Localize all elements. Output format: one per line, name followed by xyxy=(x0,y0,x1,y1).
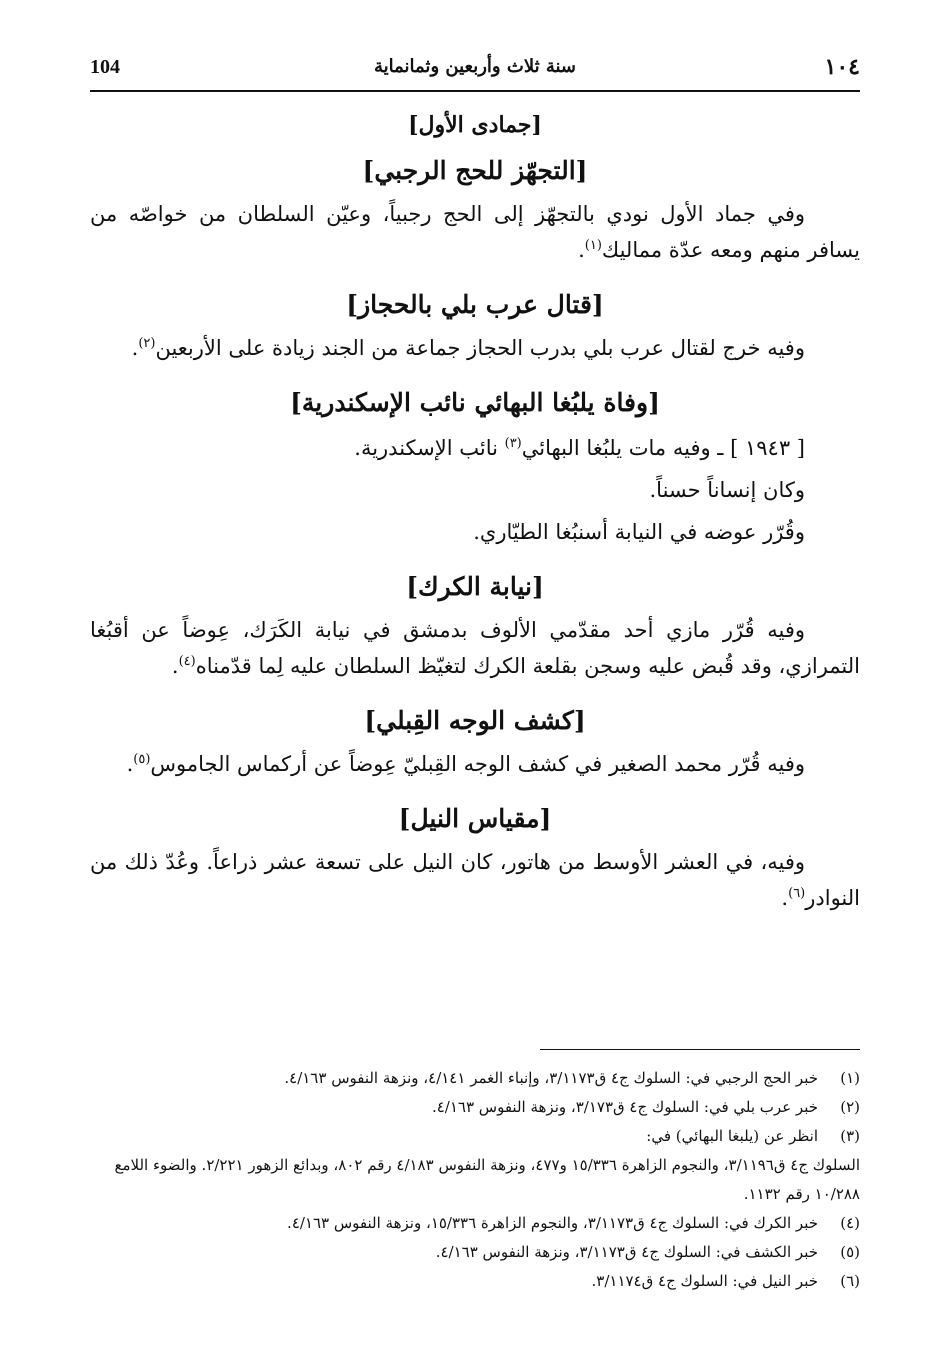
paragraph xyxy=(90,746,860,782)
paragraph-text: وكان إنساناً حسناً. xyxy=(649,478,805,502)
footnote-number: (٣) xyxy=(840,1127,860,1145)
page-number-latin: 104 xyxy=(90,56,120,78)
footnote-text: خبر عرب بلي في: السلوك ج٤ ق٣/١٧٣، ونزهة النفوس ٤/١٦٣. xyxy=(431,1098,818,1116)
footnote-separator xyxy=(540,1049,860,1050)
paragraph xyxy=(90,612,860,684)
paragraph-text: وقُرّر عوضه في النيابة أسنبُغا الطيّاري. xyxy=(473,520,805,544)
footnote-number: (٥) xyxy=(840,1243,860,1261)
page-number-arabic: ١٠٤ xyxy=(824,54,860,80)
running-header xyxy=(90,52,860,88)
footnote-marker: (٥) xyxy=(133,752,151,767)
running-title: سنة ثلاث وأربعين وثمانماية xyxy=(373,56,577,77)
footnote xyxy=(90,1093,860,1122)
footnote-text: السلوك ج٤ ق٣/١١٩٦، والنجوم الزاهرة ١٥/٣٣٦ و٤٧٧، ونزهة النفوس ٤/١٨٣ رقم ٨٠٢، وبدائع الزهور ٢/٢٢١. والضوء اللامع ١٠/٢٨٨ رقم ١١٣٢. xyxy=(114,1156,860,1203)
footnote-number: (٦) xyxy=(840,1272,860,1290)
main-text xyxy=(90,108,860,916)
paragraph-text: وفي جماد الأول نودي بالتجهّز إلى الحج رجبياً، وعيّن السلطان من خواصّه من يسافر منهم ومعه عدّة مماليك xyxy=(90,202,860,262)
footnote-text: خبر الكرك في: السلوك ج٤ ق٣/١١٧٣، والنجوم الزاهرة ١٥/٣٣٦، ونزهة النفوس ٤/١٦٣. xyxy=(287,1214,818,1232)
section-heading: [مقياس النيل] xyxy=(398,804,552,833)
paragraph-text: وفيه قُرّر محمد الصغير في كشف الوجه القِبليّ عِوضاً عن أركماس الجاموس xyxy=(150,752,805,776)
footnote-number: (١) xyxy=(840,1069,860,1087)
section-heading: [التجهّز للحج الرجبي] xyxy=(362,156,588,185)
paragraph-end: . xyxy=(126,752,134,776)
footnote-text: خبر النيل في: السلوك ج٤ ق٣/١١٧٤. xyxy=(591,1272,818,1290)
paragraph-text: وفيه قُرّر مازي أحد مقدّمي الألوف بدمشق في نيابة الكَرَك، عِوضاً عن أقبُغا التمرازي، وقد قُبض عليه وسجن بقلعة الكرك لتغيّظ السلطان عليه لِما قدّمناه xyxy=(90,618,860,678)
paragraph xyxy=(90,514,860,550)
paragraph-end: . xyxy=(781,886,789,910)
footnote-text: خبر الكشف في: السلوك ج٤ ق٣/١١٧٣، ونزهة النفوس ٤/١٦٣. xyxy=(435,1243,818,1261)
footnote-marker: (٦) xyxy=(788,886,806,901)
paragraph xyxy=(90,196,860,268)
footnote xyxy=(90,1064,860,1093)
paragraph-text: [ ١٩٤٣ ] ـ وفيه مات يلبُغا البهائي xyxy=(521,436,805,460)
paragraph-end: . xyxy=(578,238,585,262)
footnote xyxy=(90,1209,860,1238)
paragraph-end: نائب الإسكندرية. xyxy=(354,436,505,460)
footnote-text: انظر عن (يلبغا البهائي) في: xyxy=(646,1127,818,1145)
footnote-text: خبر الحج الرجبي في: السلوك ج٤ ق٣/١١٧٣، وإنباء الغمر ٤/١٤١، ونزهة النفوس ٤/١٦٣. xyxy=(284,1069,818,1087)
footnote-marker: (٣) xyxy=(504,436,522,451)
paragraph xyxy=(90,330,860,366)
footnotes xyxy=(90,1064,860,1296)
section-heading: [نيابة الكرك] xyxy=(406,572,544,601)
paragraph xyxy=(90,844,860,916)
section-heading: [وفاة يلبُغا البهائي نائب الإسكندرية] xyxy=(290,388,660,417)
footnote xyxy=(90,1122,860,1151)
section-heading: [قتال عرب بلي بالحجاز] xyxy=(346,290,604,319)
paragraph-end: . xyxy=(131,336,139,360)
footnote-marker: (٤) xyxy=(178,654,196,669)
paragraph-end: . xyxy=(171,654,179,678)
footnote-number: (٢) xyxy=(840,1098,860,1116)
section-heading: [جمادى الأول] xyxy=(408,112,542,138)
footnote-continuation xyxy=(90,1151,860,1209)
paragraph xyxy=(90,430,860,466)
footnote-number: (٤) xyxy=(840,1214,860,1232)
header-rule xyxy=(90,90,860,92)
paragraph-text: وفيه، في العشر الأوسط من هاتور، كان النيل على تسعة عشر ذراعاً. وعُدّ ذلك من النوادر xyxy=(90,850,860,910)
footnote xyxy=(90,1267,860,1296)
footnote-marker: (١) xyxy=(584,238,602,253)
paragraph xyxy=(90,472,860,508)
paragraph-text: وفيه خرج لقتال عرب بلي بدرب الحجاز جماعة من الجند زيادة على الأربعين xyxy=(155,336,805,360)
section-heading: [كشف الوجه القِبلي] xyxy=(364,706,586,735)
footnote xyxy=(90,1238,860,1267)
footnote-marker: (٢) xyxy=(138,336,156,351)
